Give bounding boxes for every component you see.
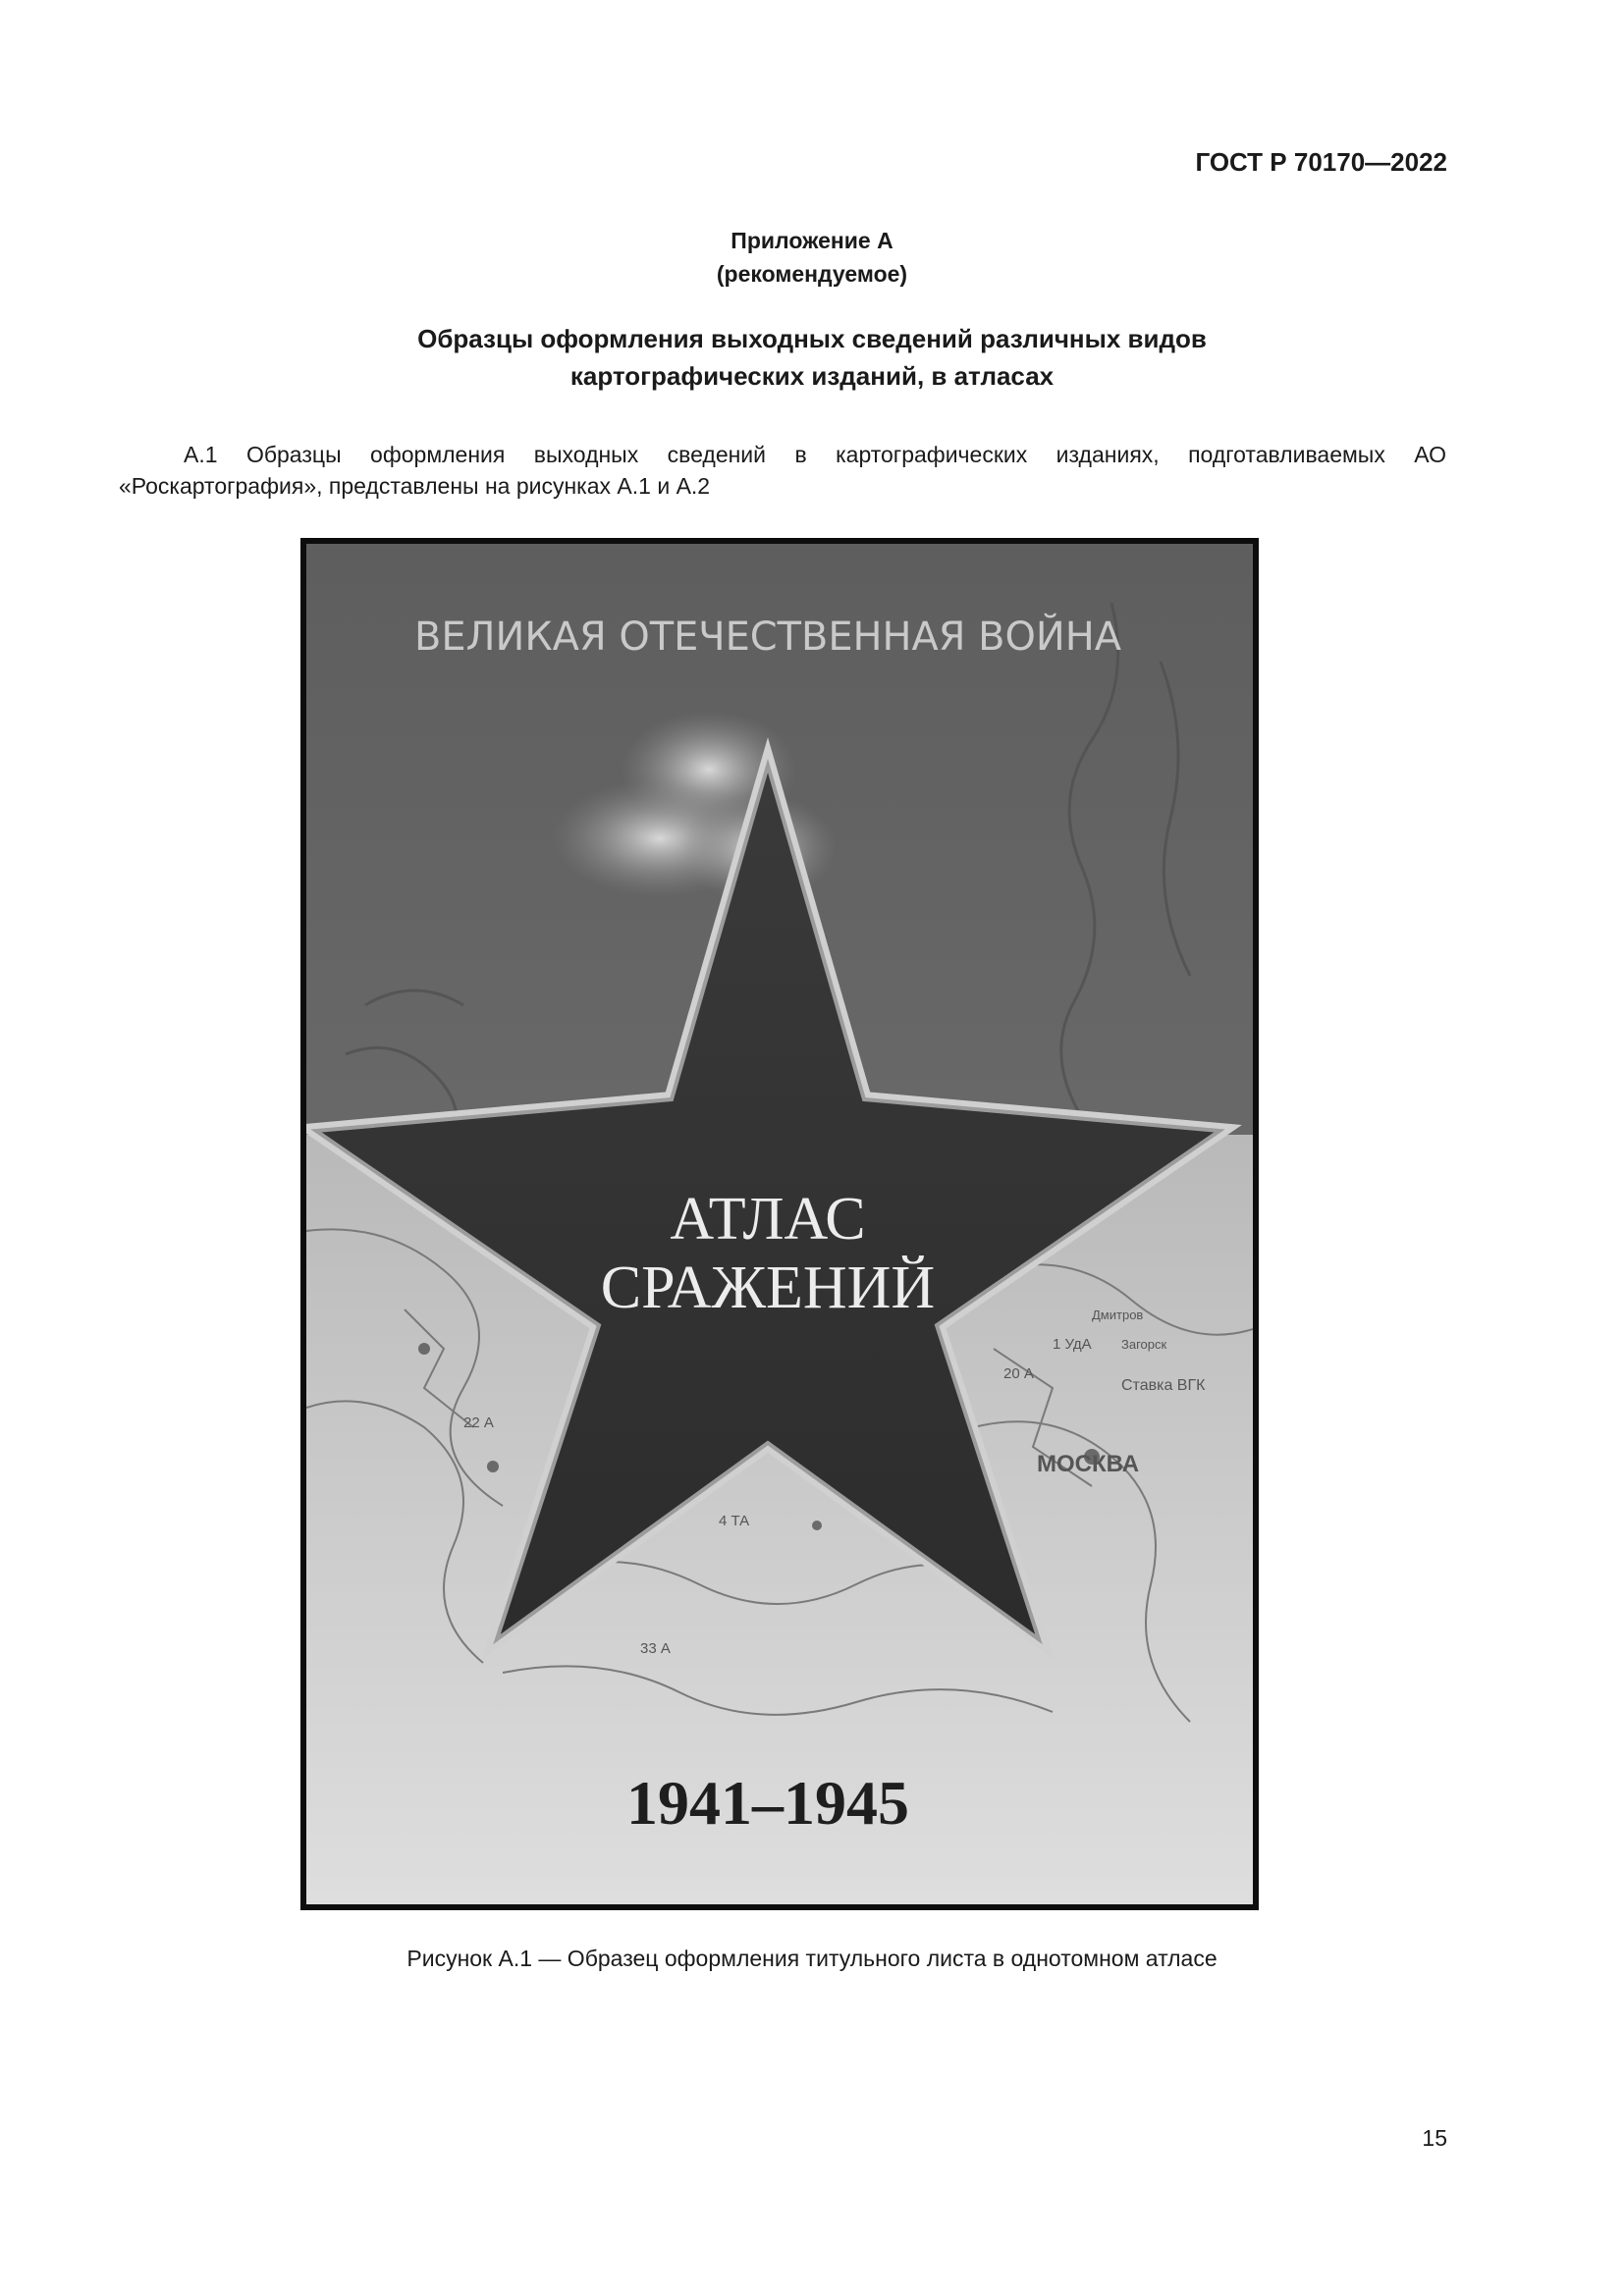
- map-label-1uda: 1 УдА: [1053, 1336, 1092, 1353]
- map-label-4ta: 4 ТА: [719, 1513, 750, 1529]
- cover-top-title: ВЕЛИКАЯ ОТЕЧЕСТВЕННАЯ ВОЙНА: [414, 614, 1124, 660]
- figure-caption: Рисунок А.1 — Образец оформления титульного листа в однотомном атласе: [406, 1946, 1218, 1971]
- cover-title-line-1: АТЛАС: [670, 1186, 866, 1253]
- cover-years: 1941–1945: [626, 1768, 909, 1838]
- page-number: 15: [1422, 2125, 1447, 2151]
- section-heading: [0, 320, 1624, 395]
- body-paragraph: А.1 Образцы оформления выходных сведений в картографических изданиях, подготавливаемых АО «Роскартография», представлены на рисунках А.1 и А.2: [119, 442, 1446, 499]
- appendix-title-block: [0, 224, 1624, 291]
- map-label-22a: 22 А: [463, 1415, 494, 1431]
- section-heading-line-1: Образцы оформления выходных сведений различных видов: [417, 324, 1207, 353]
- atlas-cover-figure: [300, 538, 1259, 1910]
- map-label-stavka: Ставка ВГК: [1121, 1377, 1206, 1394]
- appendix-title: Приложение А: [731, 228, 893, 253]
- map-label-moscow: МОСКВА: [1037, 1451, 1140, 1477]
- map-label-33a: 33 А: [640, 1640, 671, 1657]
- document-code: ГОСТ Р 70170—2022: [1195, 147, 1447, 177]
- appendix-subtitle: (рекомендуемое): [716, 261, 908, 287]
- section-heading-line-2: картографических изданий, в атласах: [569, 361, 1055, 391]
- map-label-20a: 20 А: [1003, 1365, 1034, 1382]
- map-label-zagorsk: Загорск: [1121, 1337, 1167, 1352]
- cover-title-line-2: СРАЖЕНИЙ: [600, 1255, 936, 1321]
- atlas-cover-image: [306, 544, 1253, 1904]
- map-label-dmitrov: Дмитров: [1092, 1308, 1144, 1322]
